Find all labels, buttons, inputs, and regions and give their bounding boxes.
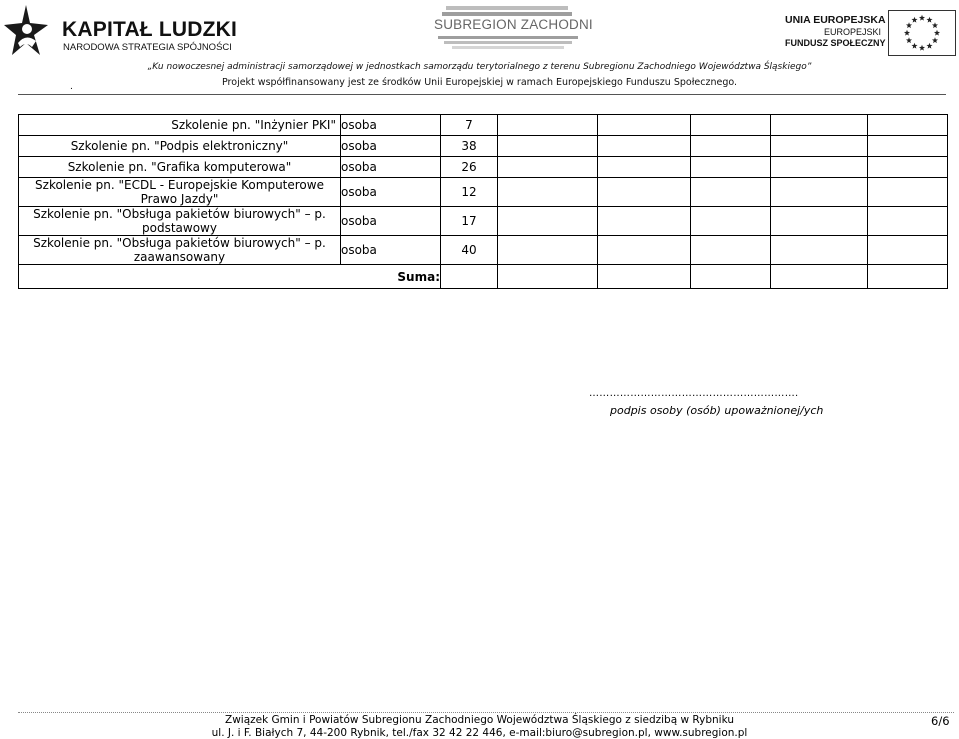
empty-cell bbox=[868, 207, 948, 236]
quantity: 7 bbox=[441, 115, 498, 136]
subregion-zachodni-text: SUBREGION ZACHODNI bbox=[434, 17, 593, 32]
eu-star-icon bbox=[926, 43, 932, 49]
sum-row bbox=[19, 265, 948, 289]
training-name: Szkolenie pn. "ECDL - Europejskie Komputerowe Prawo Jazdy" bbox=[19, 178, 341, 207]
empty-cell bbox=[441, 265, 498, 289]
table-row bbox=[19, 115, 948, 136]
footer-address: ul. J. i F. Białych 7, 44-200 Rybnik, tel./fax 32 42 22 446, e-mail:biuro@subregion.pl, www.subregion.pl bbox=[211, 727, 748, 739]
ue-line-2: EUROPEJSKI bbox=[823, 26, 881, 37]
quantity: 17 bbox=[441, 207, 498, 236]
eu-star-icon bbox=[919, 45, 925, 51]
empty-cell bbox=[771, 115, 868, 136]
kapital-ludzki-subtitle: NARODOWA STRATEGIA SPÓJNOŚCI bbox=[63, 42, 232, 53]
training-name: Szkolenie pn. "Inżynier PKI" bbox=[19, 115, 341, 136]
empty-cell bbox=[771, 178, 868, 207]
footer-organization: Związek Gmin i Powiatów Subregionu Zachodniego Województwa Śląskiego z siedzibą w Rybniku bbox=[225, 714, 734, 726]
empty-cell bbox=[868, 178, 948, 207]
empty-cell bbox=[498, 115, 598, 136]
unit-of-measure: osoba bbox=[341, 157, 441, 178]
signature-line: ……………………………………………………. bbox=[589, 388, 799, 399]
empty-cell bbox=[868, 265, 948, 289]
empty-cell bbox=[868, 236, 948, 265]
empty-cell bbox=[691, 236, 771, 265]
unit-of-measure: osoba bbox=[341, 207, 441, 236]
eu-star-icon bbox=[906, 22, 912, 28]
empty-cell bbox=[868, 157, 948, 178]
unit-of-measure: osoba bbox=[341, 136, 441, 157]
eu-star-icon bbox=[904, 30, 910, 36]
empty-cell bbox=[771, 265, 868, 289]
eu-stars-icon bbox=[889, 11, 955, 55]
empty-cell bbox=[691, 178, 771, 207]
training-name: Szkolenie pn. "Obsługa pakietów biurowych" – p. podstawowy bbox=[19, 207, 341, 236]
empty-cell bbox=[498, 157, 598, 178]
quantity: 38 bbox=[441, 136, 498, 157]
empty-cell bbox=[498, 178, 598, 207]
header-dot: . bbox=[70, 82, 73, 92]
page-number: 6/6 bbox=[931, 714, 950, 728]
quantity: 26 bbox=[441, 157, 498, 178]
unit-of-measure: osoba bbox=[341, 178, 441, 207]
training-name: Szkolenie pn. "Grafika komputerowa" bbox=[19, 157, 341, 178]
table-row bbox=[19, 178, 948, 207]
footer-divider bbox=[18, 712, 954, 713]
empty-cell bbox=[691, 115, 771, 136]
table-row bbox=[19, 207, 948, 236]
training-table bbox=[18, 114, 948, 289]
empty-cell bbox=[771, 236, 868, 265]
table-row bbox=[19, 136, 948, 157]
empty-cell bbox=[498, 236, 598, 265]
training-name: Szkolenie pn. "Obsługa pakietów biurowych" – p. zaawansowany bbox=[19, 236, 341, 265]
empty-cell bbox=[598, 265, 691, 289]
empty-cell bbox=[598, 207, 691, 236]
eu-flag-icon bbox=[888, 10, 956, 56]
kapital-ludzki-logo-icon bbox=[4, 3, 52, 65]
empty-cell bbox=[498, 265, 598, 289]
page-header bbox=[0, 0, 959, 96]
empty-cell bbox=[771, 136, 868, 157]
empty-cell bbox=[498, 207, 598, 236]
header-divider bbox=[18, 94, 946, 95]
ue-line-1: UNIA EUROPEJSKA bbox=[785, 14, 886, 26]
empty-cell bbox=[598, 178, 691, 207]
empty-cell bbox=[691, 207, 771, 236]
empty-cell bbox=[598, 136, 691, 157]
empty-cell bbox=[498, 136, 598, 157]
table-row bbox=[19, 157, 948, 178]
kapital-ludzki-title: KAPITAŁ LUDZKI bbox=[62, 18, 238, 41]
empty-cell bbox=[598, 236, 691, 265]
quantity: 40 bbox=[441, 236, 498, 265]
signature-label: podpis osoby (osób) upoważnionej/ych bbox=[610, 404, 824, 417]
empty-cell bbox=[771, 207, 868, 236]
eu-star-icon bbox=[934, 30, 940, 36]
empty-cell bbox=[771, 157, 868, 178]
empty-cell bbox=[598, 157, 691, 178]
project-slogan: „Ku nowoczesnej administracji samorządowej w jednostkach samorządu terytorialnego z terenu Subregionu Zachodniego Województwa Śląskiego” bbox=[147, 62, 812, 72]
eu-star-icon bbox=[926, 17, 932, 23]
unit-of-measure: osoba bbox=[341, 115, 441, 136]
empty-cell bbox=[598, 115, 691, 136]
empty-cell bbox=[868, 136, 948, 157]
eu-star-icon bbox=[911, 17, 917, 23]
ue-efs-label bbox=[785, 14, 886, 50]
empty-cell bbox=[691, 157, 771, 178]
project-cofinancing-note: Projekt współfinansowany jest ze środków Unii Europejskiej w ramach Europejskiego Funduszu Społecznego. bbox=[222, 77, 738, 88]
eu-star-icon bbox=[906, 37, 912, 43]
empty-cell bbox=[691, 265, 771, 289]
eu-star-icon bbox=[911, 43, 917, 49]
empty-cell bbox=[868, 115, 948, 136]
eu-star-icon bbox=[932, 22, 938, 28]
eu-star-icon bbox=[932, 37, 938, 43]
unit-of-measure: osoba bbox=[341, 236, 441, 265]
quantity: 12 bbox=[441, 178, 498, 207]
training-name: Szkolenie pn. "Podpis elektroniczny" bbox=[19, 136, 341, 157]
empty-cell bbox=[691, 136, 771, 157]
ue-line-3: FUNDUSZ SPOŁECZNY bbox=[785, 38, 886, 48]
sum-label: Suma: bbox=[19, 265, 441, 289]
eu-star-icon bbox=[919, 15, 925, 21]
table-row bbox=[19, 236, 948, 265]
subregion-zachodni-logo bbox=[434, 4, 593, 50]
